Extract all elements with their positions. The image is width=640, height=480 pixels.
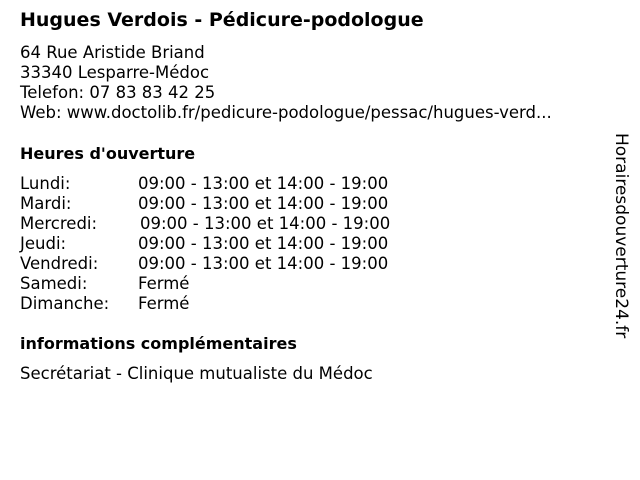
day-label: Dimanche:: [20, 294, 110, 313]
day-label: Jeudi:: [20, 234, 67, 253]
day-label: Mercredi:: [20, 214, 98, 233]
time-value: 09:00 - 13:00 et 14:00 - 19:00: [138, 194, 389, 213]
time-value: 09:00 - 13:00 et 14:00 - 19:00: [138, 174, 389, 193]
website-link[interactable]: Web: www.doctolib.fr/pedicure-podologue/pessac/hugues-verd...: [20, 103, 552, 122]
time-value: 09:00 - 13:00 et 14:00 - 19:00: [138, 254, 389, 273]
contact-block: [20, 43, 552, 123]
additional-info-heading: informations complémentaires: [20, 334, 297, 353]
time-value: 09:00 - 13:00 et 14:00 - 19:00: [140, 214, 391, 233]
city-address: 33340 Lesparre-Médoc: [20, 63, 210, 82]
street-address: 64 Rue Aristide Briand: [20, 43, 205, 62]
phone-number: Telefon: 07 83 83 42 25: [20, 83, 216, 102]
time-value: Fermé: [138, 294, 190, 313]
day-label: Mardi:: [20, 194, 72, 213]
day-label: Samedi:: [20, 274, 88, 293]
page-title: Hugues Verdois - Pédicure-podologue: [20, 9, 424, 31]
day-label: Lundi:: [20, 174, 71, 193]
additional-info-text: Secrétariat - Clinique mutualiste du Médoc: [20, 364, 373, 383]
day-label: Vendredi:: [20, 254, 99, 273]
watermark-site-label: Horairesdouverture24.fr: [611, 133, 631, 339]
time-value: 09:00 - 13:00 et 14:00 - 19:00: [138, 234, 389, 253]
time-value: Fermé: [138, 274, 190, 293]
opening-hours-heading: Heures d'ouverture: [20, 144, 196, 163]
